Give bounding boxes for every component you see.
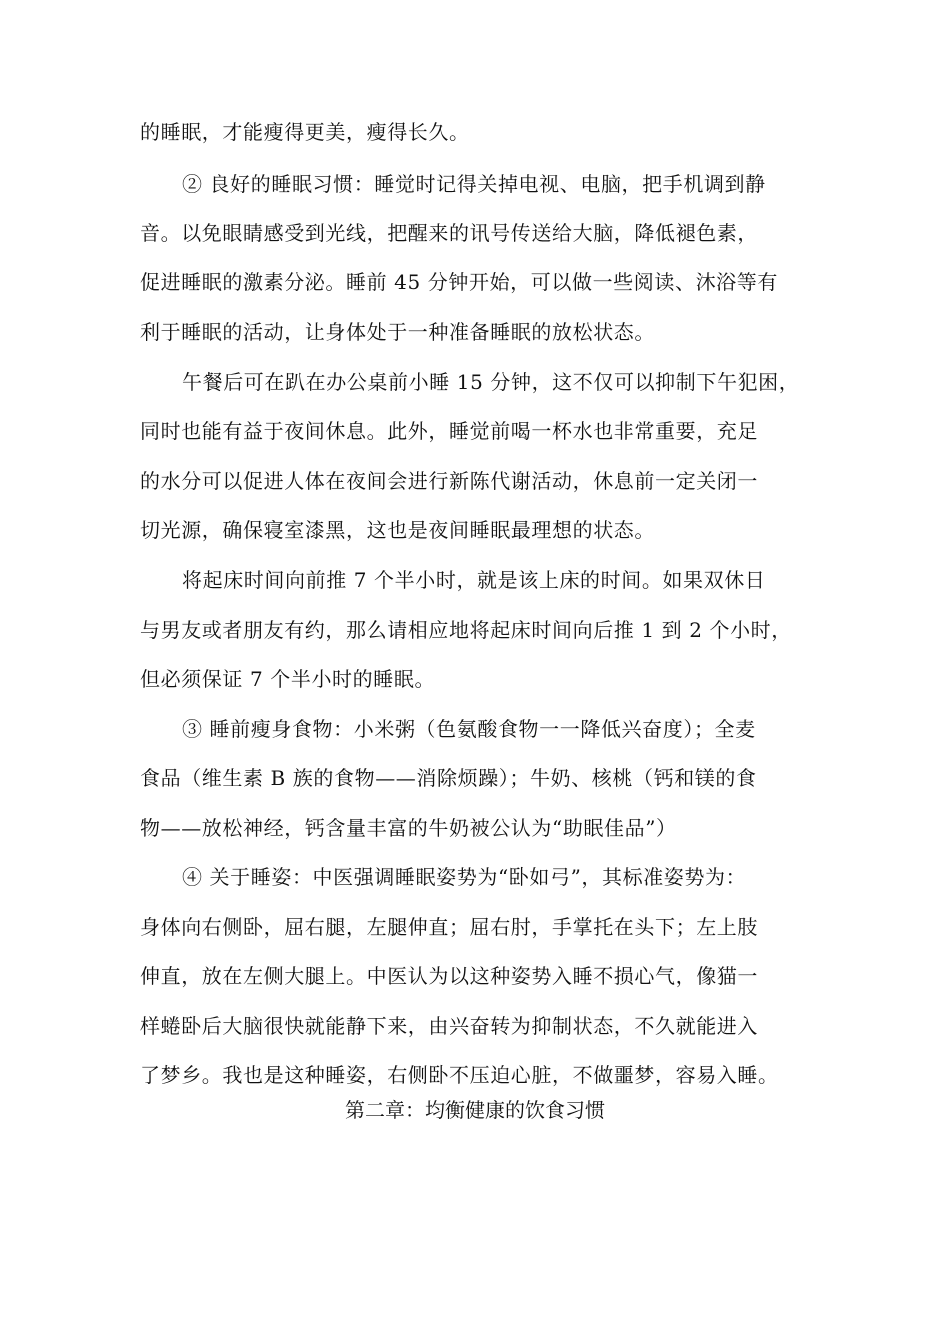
text-line: 音。以免眼睛感受到光线，把醒来的讯号传送给大脑，降低褪色素，: [140, 221, 758, 245]
text-line: 利于睡眠的活动，让身体处于一种准备睡眠的放松状态。: [140, 320, 655, 344]
text-line: 伸直，放在左侧大腿上。中医认为以这种姿势入睡不损心气，像猫一: [140, 964, 758, 988]
text-line: ③ 睡前瘦身食物：小米粥（色氨酸食物一一降低兴奋度）；全麦: [182, 717, 756, 741]
text-line: 的睡眠，才能瘦得更美，瘦得长久。: [140, 120, 470, 144]
text-line: 但必须保证 7 个半小时的睡眠。: [140, 667, 436, 691]
text-line: 促进睡眠的激素分泌。睡前 45 分钟开始，可以做一些阅读、沐浴等有: [140, 270, 778, 294]
text-line: ② 良好的睡眠习惯：睡觉时记得关掉电视、电脑，把手机调到静: [182, 172, 766, 196]
text-line: 午餐后可在趴在办公桌前小睡 15 分钟，这不仅可以抑制下午犯困，: [182, 370, 800, 394]
text-line: 将起床时间向前推 7 个半小时，就是该上床的时间。如果双休日: [182, 568, 766, 592]
text-line: 物——放松神经，钙含量丰富的牛奶被公认为“助眠佳品”）: [140, 816, 677, 840]
text-line: 切光源，确保寝室漆黑，这也是夜间睡眠最理想的状态。: [140, 518, 655, 542]
text-line: 同时也能有益于夜间休息。此外，睡觉前喝一杯水也非常重要，充足: [140, 419, 758, 443]
text-line: ④ 关于睡姿：中医强调睡眠姿势为“卧如弓”，其标准姿势为：: [182, 865, 747, 889]
text-line: 了梦乡。我也是这种睡姿，右侧卧不压迫心脏，不做噩梦，容易入睡。: [140, 1063, 779, 1087]
text-line: 身体向右侧卧，屈右腿，左腿伸直；屈右肘，手掌托在头下；左上肢: [140, 915, 758, 939]
chapter-heading: 第二章：均衡健康的饮食习惯: [345, 1098, 605, 1122]
text-line: 的水分可以促进人体在夜间会进行新陈代谢活动，休息前一定关闭一: [140, 469, 758, 493]
text-line: 与男友或者朋友有约，那么请相应地将起床时间向后推 1 到 2 个小时，: [140, 618, 792, 642]
text-line: 食品（维生素 B 族的食物——消除烦躁）；牛奶、核桃（钙和镁的食: [140, 766, 757, 790]
text-line: 样蜷卧后大脑很快就能静下来，由兴奋转为抑制状态，不久就能进入: [140, 1014, 758, 1038]
